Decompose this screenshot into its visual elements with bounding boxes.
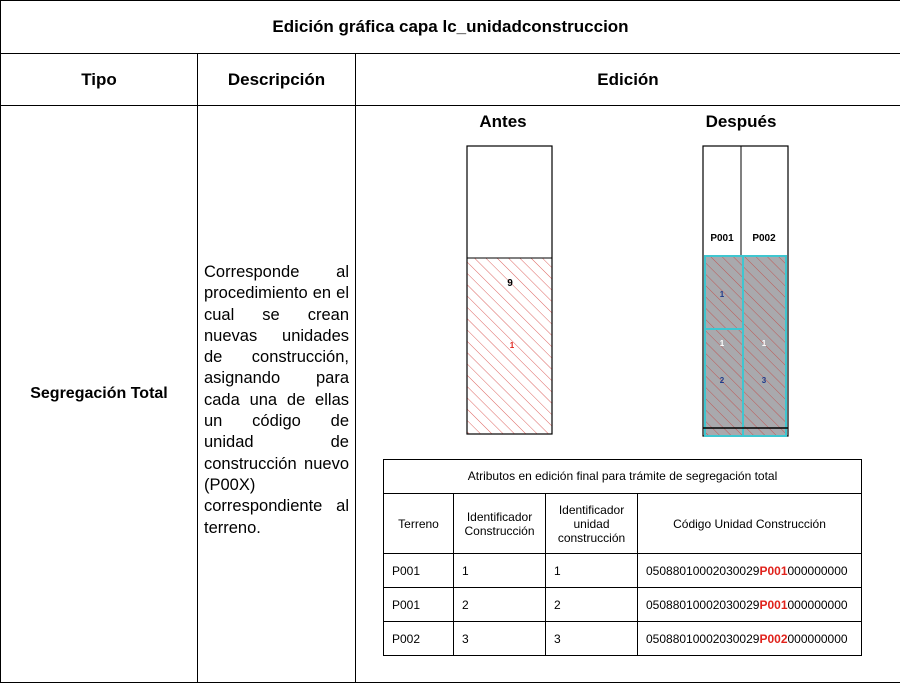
despues-label: Después (686, 112, 796, 132)
parcel-diagram (356, 106, 900, 456)
header-descripcion: Descripción (198, 54, 356, 106)
cell-terreno: P001 (384, 554, 454, 588)
despues-unit-1: 1 (720, 290, 725, 299)
cell-id-unidad: 1 (546, 554, 638, 588)
header-tipo: Tipo (1, 54, 198, 106)
codigo-highlight: P001 (759, 598, 787, 612)
cell-id-construccion: 2 (454, 588, 546, 622)
header-edicion: Edición (356, 54, 900, 106)
col-identificador-construccion: Identificador Construcción (454, 493, 546, 554)
cell-terreno: P001 (384, 588, 454, 622)
codigo-highlight: P002 (759, 632, 787, 646)
despues-unit-2: 1 (720, 339, 725, 348)
codigo-prefix: 0508801000203002 (646, 598, 753, 612)
codigo-highlight: P001 (759, 564, 787, 578)
table-title: Edición gráfica capa lc_unidadconstruccion (1, 1, 900, 54)
antes-unit-number: 1 (510, 341, 515, 350)
table-row (384, 588, 862, 622)
cell-id-unidad: 2 (546, 588, 638, 622)
codigo-suffix: 000000000 (788, 564, 848, 578)
col-terreno: Terreno (384, 493, 454, 554)
cell-id-construccion: 1 (454, 554, 546, 588)
codigo-suffix: 000000000 (788, 598, 848, 612)
table-row (384, 622, 862, 656)
descripcion-text: Corresponde al procedimiento en el cual se crean nuevas unidades de construcción, asignando para cada una de ellas un código de unidad de construcción nuevo (P00X) correspondiente al terreno. (198, 106, 355, 539)
codigo-mid: 9 (753, 564, 760, 578)
cell-codigo (638, 622, 862, 656)
col-identificador-unidad: Identificador unidad construcción (546, 493, 638, 554)
despues-parcels (703, 146, 788, 436)
cell-terreno: P002 (384, 622, 454, 656)
cell-codigo (638, 588, 862, 622)
descripcion-cell (198, 106, 356, 683)
cell-id-unidad: 3 (546, 622, 638, 656)
cell-id-construccion: 3 (454, 622, 546, 656)
codigo-prefix: 0508801000203002 (646, 564, 753, 578)
attributes-caption: Atributos en edición final para trámite de segregación total (384, 460, 862, 494)
despues-unit-3: 1 (762, 339, 767, 348)
edicion-cell (356, 106, 900, 683)
codigo-mid: 9 (753, 632, 760, 646)
edicion-content (356, 106, 900, 682)
codigo-prefix: 0508801000203002 (646, 632, 753, 646)
antes-parcel (467, 146, 552, 434)
despues-unit-5: 3 (762, 376, 767, 385)
antes-label: Antes (448, 112, 558, 132)
table-row (384, 554, 862, 588)
despues-parcel-right: P002 (752, 233, 776, 244)
despues-unit-4: 2 (720, 376, 725, 385)
despues-parcel-left: P001 (710, 233, 734, 244)
antes-parcel-number: 9 (507, 278, 513, 289)
tipo-value: Segregación Total (1, 106, 198, 683)
col-codigo-unidad: Código Unidad Construcción (638, 493, 862, 554)
attributes-table (383, 459, 862, 656)
codigo-suffix: 000000000 (788, 632, 848, 646)
cell-codigo (638, 554, 862, 588)
codigo-mid: 9 (753, 598, 760, 612)
